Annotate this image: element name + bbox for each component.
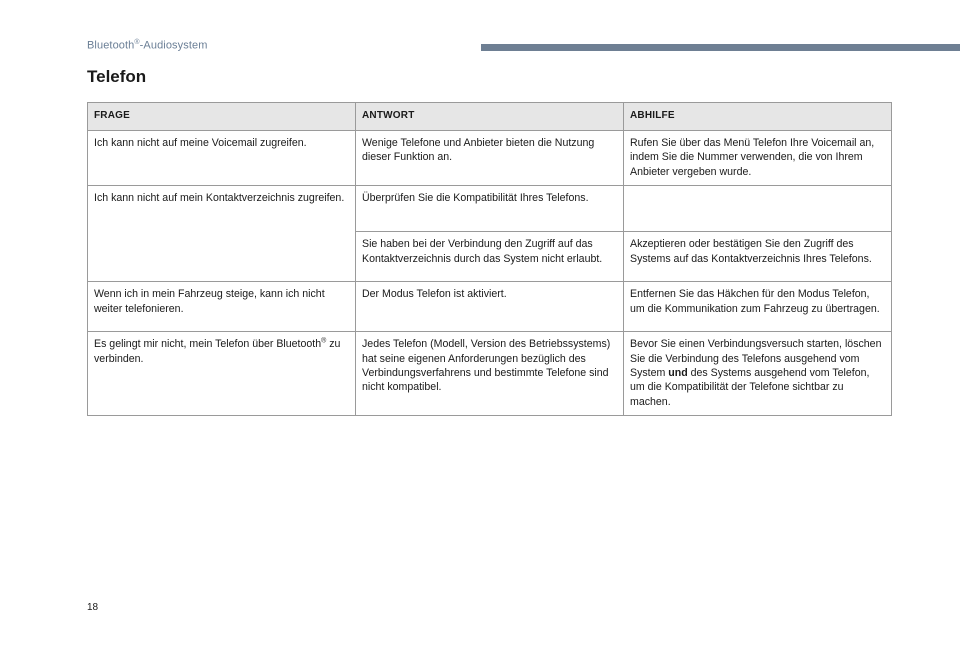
page-title: Telefon — [87, 67, 147, 86]
header-bar — [481, 44, 960, 51]
table-row — [88, 186, 892, 232]
cell-abhilfe: Akzeptieren oder bestätigen Sie den Zugriff des Systems auf das Kontaktverzeichnis Ihres Telefons. — [624, 232, 892, 282]
section-label-text: Bluetooth — [87, 39, 135, 52]
section-label — [87, 39, 208, 52]
cell-frage-text-end: zu verbinden. — [94, 338, 341, 365]
header-abhilfe: ABHILFE — [624, 103, 892, 131]
cell-antwort: Sie haben bei der Verbindung den Zugriff auf das Kontaktverzeichnis durch das System nicht erlaubt. — [356, 232, 624, 282]
troubleshooting-table — [87, 102, 892, 416]
cell-antwort: Der Modus Telefon ist aktiviert. — [356, 282, 624, 332]
cell-abhilfe-text-end: des Systems ausgehend vom Telefon, um die Kompatibilität der Telefone sichtbar zu machen. — [630, 367, 870, 408]
cell-frage: Wenn ich in mein Fahrzeug steige, kann ich nicht weiter telefonieren. — [88, 282, 356, 332]
cell-frage: Ich kann nicht auf meine Voicemail zugreifen. — [88, 131, 356, 186]
cell-frage-text: Es gelingt mir nicht, mein Telefon über Bluetooth — [94, 338, 322, 351]
header-antwort: ANTWORT — [356, 103, 624, 131]
registered-mark: ® — [134, 39, 140, 46]
registered-mark: ® — [321, 337, 327, 345]
table-row — [88, 332, 892, 416]
cell-antwort: Jedes Telefon (Modell, Version des Betriebssystems) hat seine eigenen Anforderungen bezüglich des Verbindungsverfahrens und bestimmte Telefone sind nicht kompatibel. — [356, 332, 624, 416]
cell-antwort: Überprüfen Sie die Kompatibilität Ihres Telefons. — [356, 186, 624, 232]
header-frage: FRAGE — [88, 103, 356, 131]
cell-antwort: Wenige Telefone und Anbieter bieten die Nutzung dieser Funktion an. — [356, 131, 624, 186]
section-label-suffix: -Audiosystem — [139, 39, 208, 52]
table-row — [88, 282, 892, 332]
page-number: 18 — [87, 602, 99, 613]
cell-abhilfe — [624, 332, 892, 416]
cell-abhilfe: Rufen Sie über das Menü Telefon Ihre Voicemail an, indem Sie die Nummer verwenden, die von Ihrem Anbieter vergeben wurde. — [624, 131, 892, 186]
cell-abhilfe: Entfernen Sie das Häkchen für den Modus Telefon, um die Kommunikation zum Fahrzeug zu übertragen. — [624, 282, 892, 332]
cell-frage — [88, 332, 356, 416]
table-row — [88, 131, 892, 186]
cell-abhilfe-bold: und — [668, 367, 688, 380]
cell-abhilfe — [624, 186, 892, 232]
cell-frage: Ich kann nicht auf mein Kontaktverzeichnis zugreifen. — [88, 186, 356, 282]
cell-abhilfe-text: Bevor Sie einen Verbindungsversuch starten, löschen Sie die Verbindung des Telefons ausgehend vom System — [630, 338, 882, 380]
table-header-row — [88, 103, 892, 131]
